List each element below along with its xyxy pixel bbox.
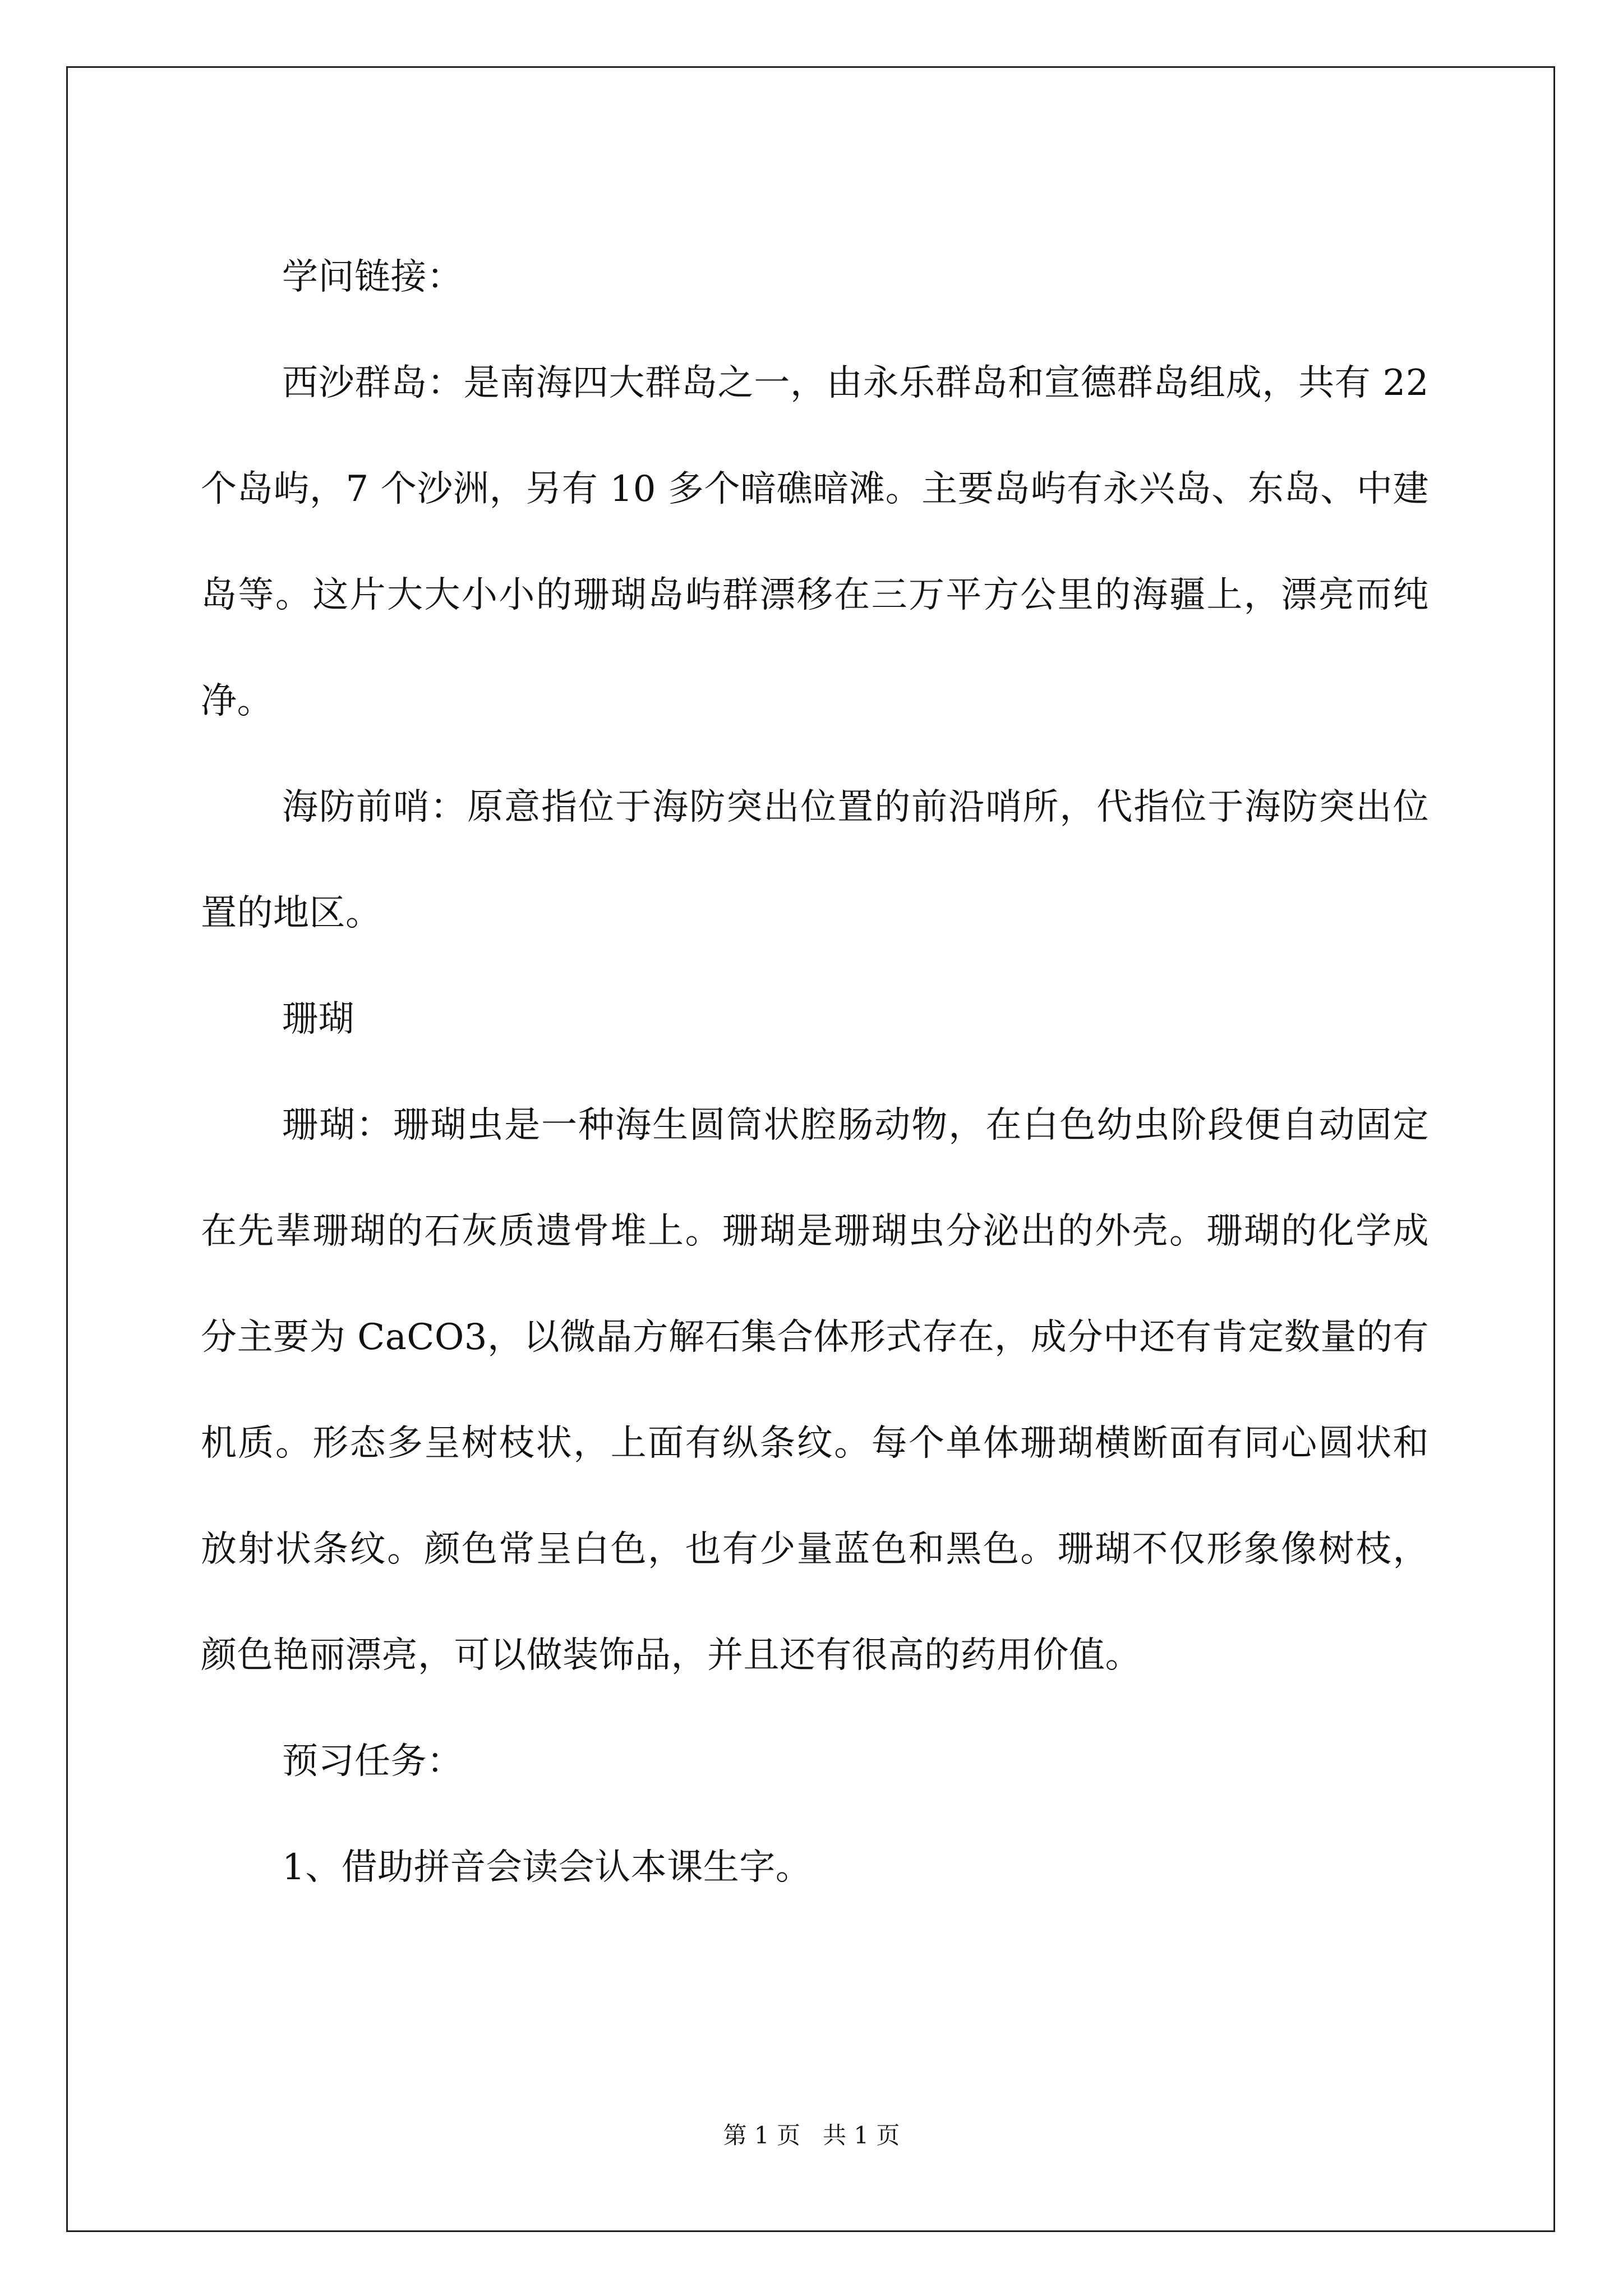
page-total: 共 1 页 (823, 2122, 900, 2149)
page-footer (0, 2122, 1623, 2150)
paragraph-coral: 珊瑚：珊瑚虫是一种海生圆筒状腔肠动物，在白色幼虫阶段便自动固定在先辈珊瑚的石灰质遗骨堆上。珊瑚是珊瑚虫分泌出的外壳。珊瑚的化学成分主要为 CaCO3，以微晶方解石集合体形式存在，成分中还有肯定数量的有机质。形态多呈树枝状，上面有纵条纹。每个单体珊瑚横断面有同心圆状和放射状条纹。颜色常呈白色，也有少量蓝色和黑色。珊瑚不仅形象像树枝，颜色艳丽漂亮，可以做装饰品，并且还有很高的药用价值。 (201, 1105, 1429, 1676)
heading-coral: 珊瑚 (282, 999, 354, 1040)
task-item-1: 1、借助拼音会读会认本课生字。 (282, 1847, 812, 1888)
paragraph-xisha-islands: 西沙群岛：是南海四大群岛之一，由永乐群岛和宣德群岛组成，共有 22 个岛屿，7 个沙洲，另有 10 多个暗礁暗滩。主要岛屿有永兴岛、东岛、中建岛等。这片大大小小的珊瑚岛屿群漂移在三万平方公里的海疆上，漂亮而纯净。 (201, 362, 1429, 722)
paragraph-coastal-outpost: 海防前哨：原意指位于海防突出位置的前沿哨所，代指位于海防突出位置的地区。 (201, 786, 1429, 934)
page-number: 第 1 页 (723, 2122, 800, 2149)
document-body (201, 224, 1429, 1921)
heading-knowledge-link: 学问链接： (282, 256, 463, 298)
heading-preview-task: 预习任务： (282, 1741, 463, 1782)
